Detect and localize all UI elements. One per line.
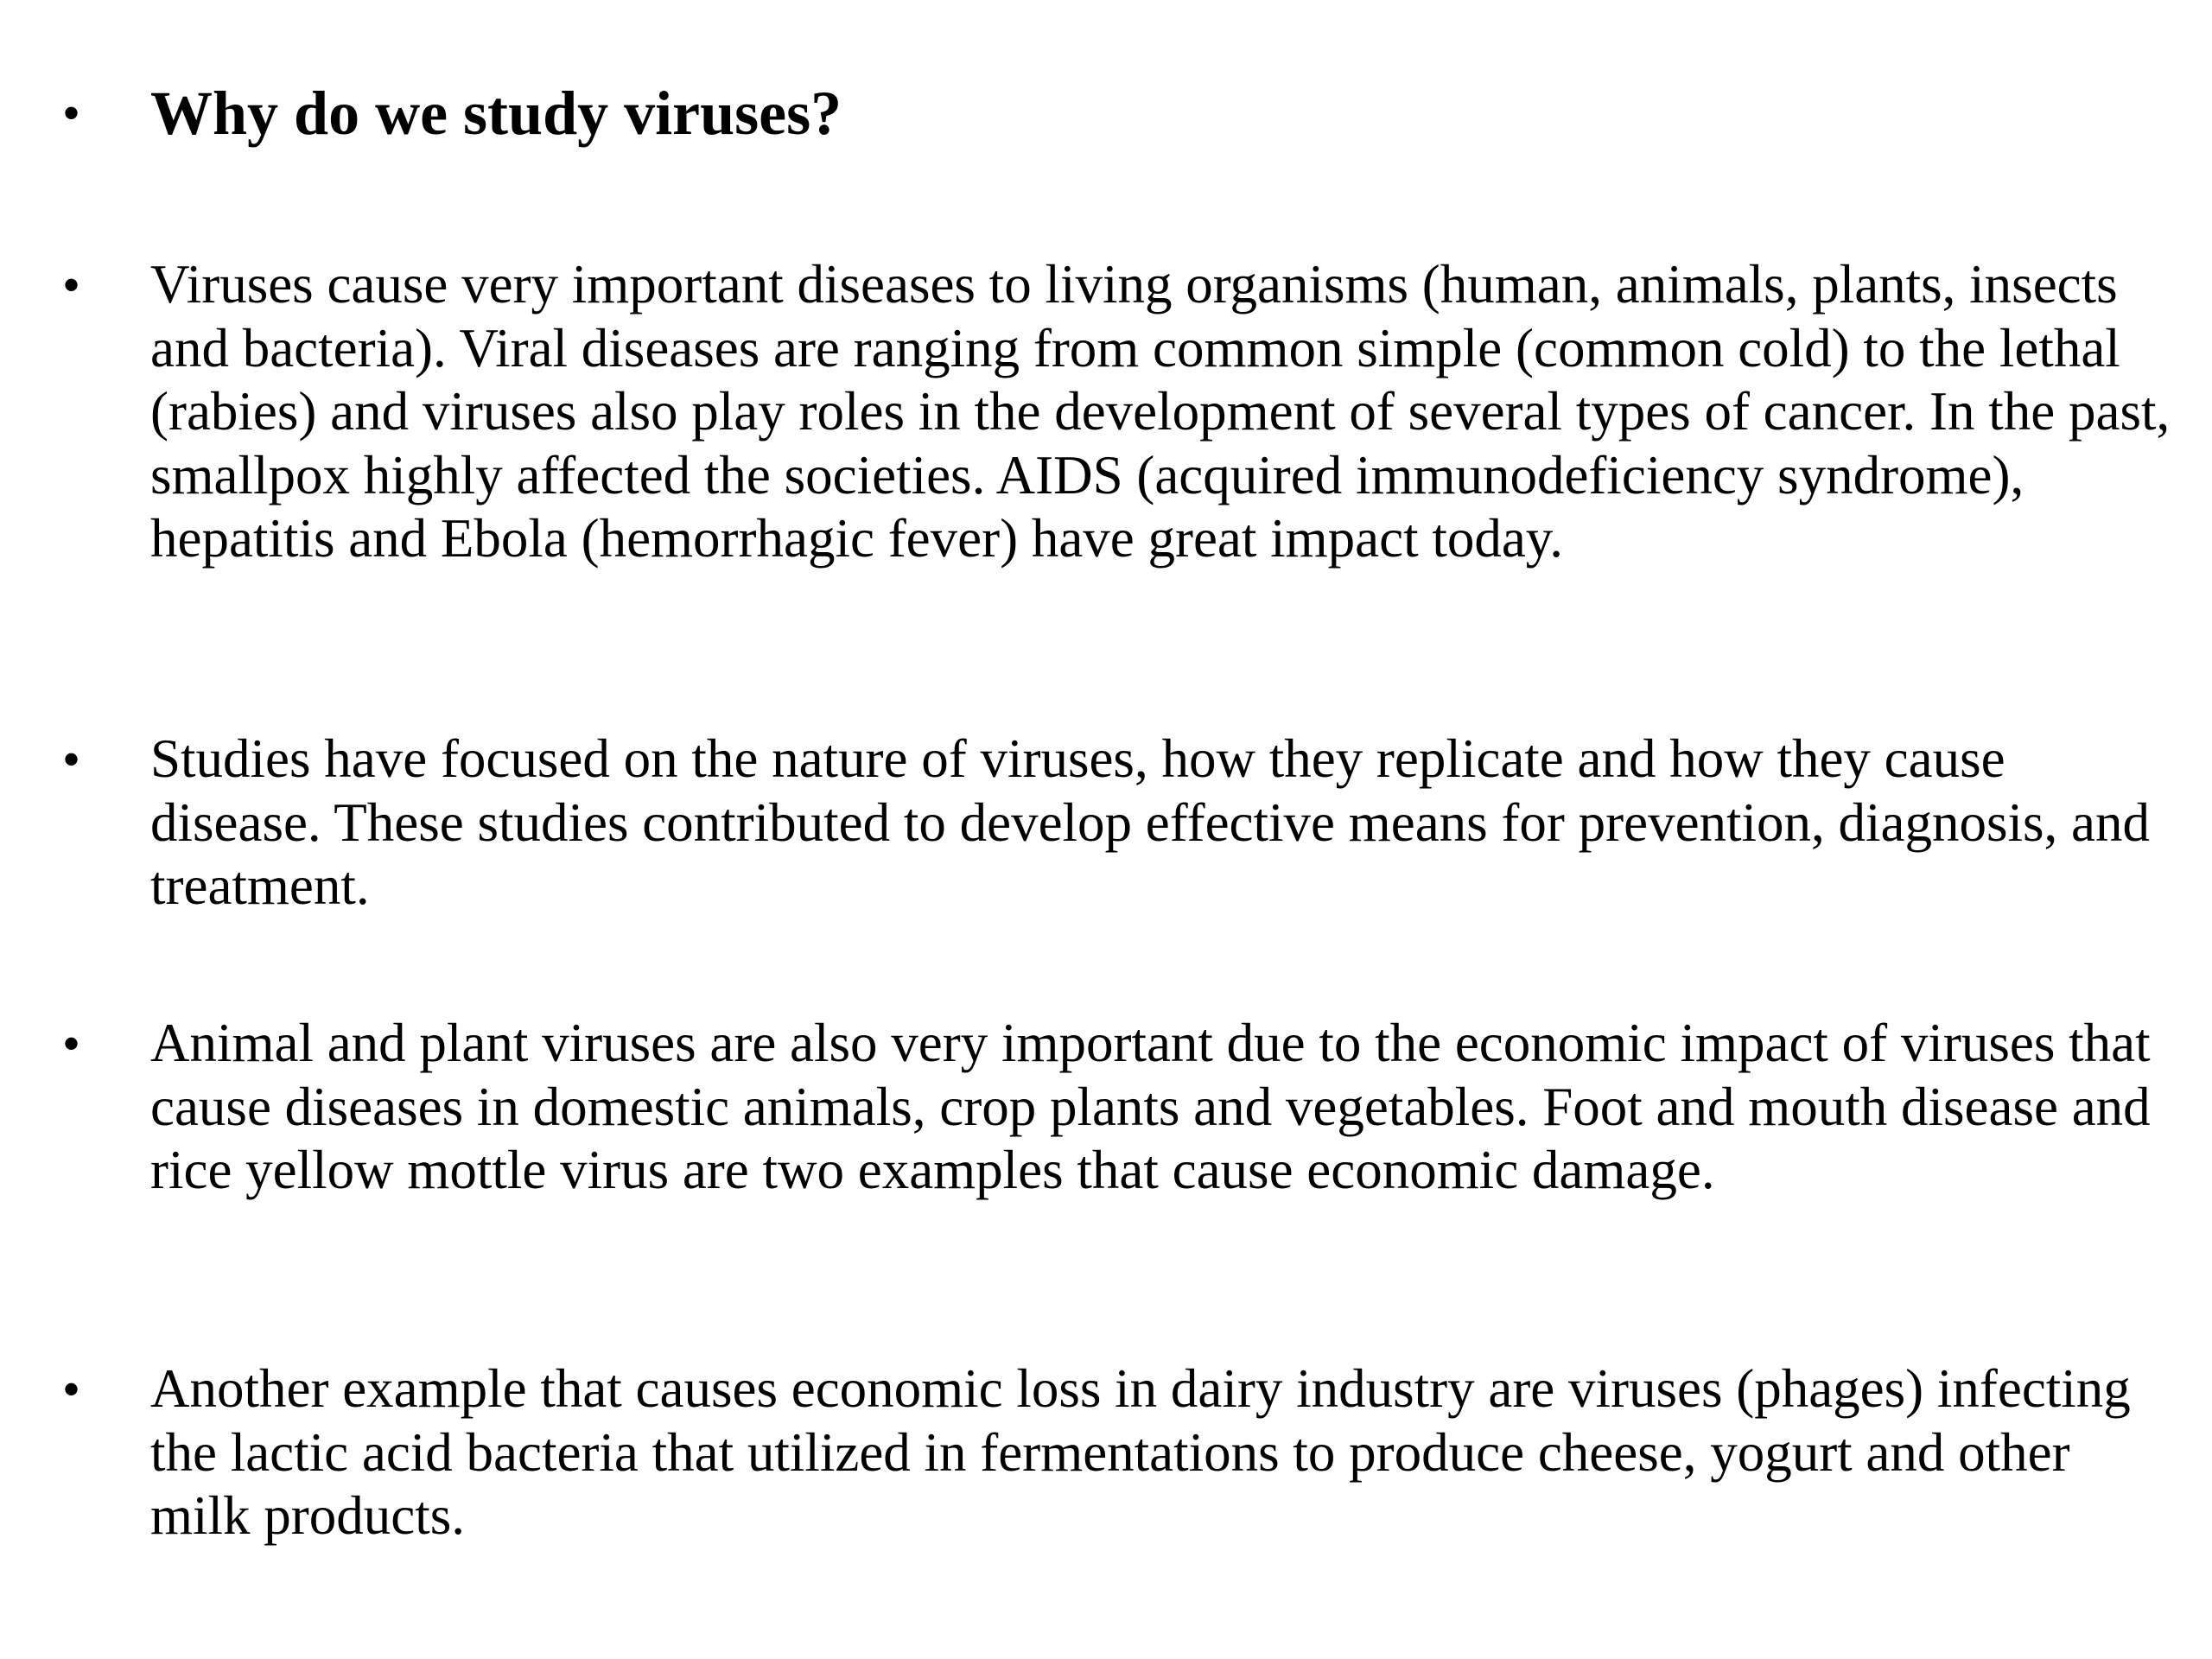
bullet-text-diseases: Viruses cause very important diseases to living organisms (human, animals, plants, insects and bacteria). Viral diseases are ranging from common simple (common cold) to the lethal (rabies) and viruses also play roles in the development of several types of cancer. In the past, smallpox highly affected the societies. AIDS (acquired immunodeficiency syndrome), hepatitis and Ebola (hemorrhagic fever) have great impact today. [150, 254, 2171, 569]
bullet-text-economic-impact: Animal and plant viruses are also very important due to the economic impact of viruses that cause diseases in domestic animals, crop plants and vegetables. Foot and mouth disease and rice yellow mottle virus are two examples that cause economic damage. [150, 1013, 2151, 1200]
bullet-dot: • [62, 1015, 81, 1072]
bullet-text-studies: Studies have focused on the nature of viruses, how they replicate and how they cause disease. These studies contributed to develop effective means for prevention, diagnosis, and treatment. [150, 728, 2151, 916]
bullet-dot: • [62, 1361, 81, 1418]
bullet-text-dairy: Another example that causes economic loss in dairy industry are viruses (phages) infecting the lactic acid bacteria that utilized in fermentations to produce cheese, yogurt and other milk products. [150, 1358, 2131, 1546]
bullet-dot: • [62, 85, 81, 142]
bullet-dot: • [62, 257, 81, 314]
page-title: Why do we study viruses? [150, 79, 842, 148]
bullet-dot: • [62, 731, 81, 788]
